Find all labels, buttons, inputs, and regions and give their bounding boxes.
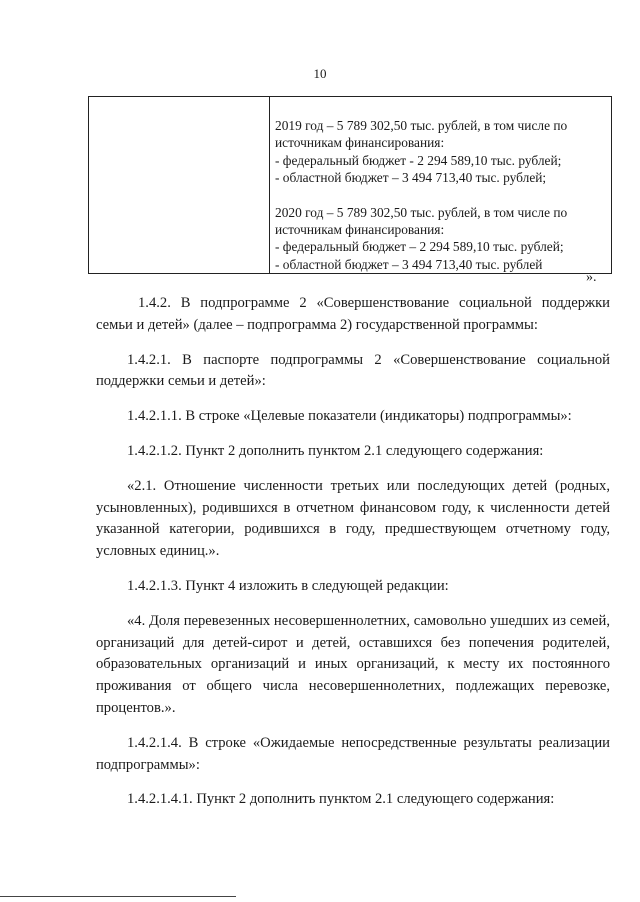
financing-2019-federal: - федеральный бюджет - 2 294 589,10 тыс. рублей; [275, 152, 562, 168]
financing-2020-regional: - областной бюджет – 3 494 713,40 тыс. рублей [275, 256, 543, 272]
table-row [89, 97, 612, 274]
financing-2019-total: 2019 год – 5 789 302,50 тыс. рублей, в том числе по [275, 118, 568, 133]
financing-text [270, 97, 611, 273]
paragraph: 1.4.2.1.4.1. Пункт 2 дополнить пунктом 2.1 следующего содержания: [127, 791, 555, 808]
table-left-cell [89, 97, 270, 274]
document-body [96, 293, 610, 824]
financing-table [88, 96, 612, 274]
paragraph: 1.4.2. В подпрограмме 2 «Совершенствование социальной поддержки семьи и детей» (далее – подпрограмма 2) государственной программы: [96, 295, 610, 333]
financing-2020-sources: источникам финансирования: [275, 222, 445, 238]
financing-2020-total: 2020 год – 5 789 302,50 тыс. рублей, в том числе по [275, 204, 568, 220]
paragraph: «4. Доля перевезенных несовершеннолетних, самовольно ушедших из семей, организаций для детей-сирот и детей, оставшихся без попечения родителей, образовательных организаций и иных организаций, к месту их постоянного проживания от общего числа несовершеннолетних, подлежащих перевозке, процентов.». [96, 612, 610, 716]
paragraph: 1.4.2.1.2. Пункт 2 дополнить пунктом 2.1 следующего содержания: [127, 442, 544, 459]
financing-2019-sources: источникам финансирования: [275, 135, 445, 151]
paragraph: «2.1. Отношение численности третьих или последующих детей (родных, усыновленных), родившихся в отчетном финансовом году, к численности детей указанной категории, родившихся в году, предшествующем отчетному году, условных единиц.». [96, 477, 610, 560]
paragraph: 1.4.2.1. В паспорте подпрограммы 2 «Совершенствование социальной поддержки семьи и детей»: [96, 351, 610, 390]
page-number: 10 [313, 66, 327, 81]
footer-rule [0, 896, 236, 897]
paragraph: 1.4.2.1.1. В строке «Целевые показатели (индикаторы) подпрограммы»: [127, 408, 572, 425]
paragraph: 1.4.2.1.3. Пункт 4 изложить в следующей редакции: [127, 577, 449, 594]
closing-quote: ». [586, 270, 597, 285]
financing-2020-federal: - федеральный бюджет – 2 294 589,10 тыс. рублей; [275, 239, 564, 255]
table-right-cell [270, 97, 612, 274]
financing-2019-regional: - областной бюджет – 3 494 713,40 тыс. рублей; [275, 170, 547, 186]
paragraph: 1.4.2.1.4. В строке «Ожидаемые непосредственные результаты реализации подпрограммы»: [96, 734, 610, 773]
